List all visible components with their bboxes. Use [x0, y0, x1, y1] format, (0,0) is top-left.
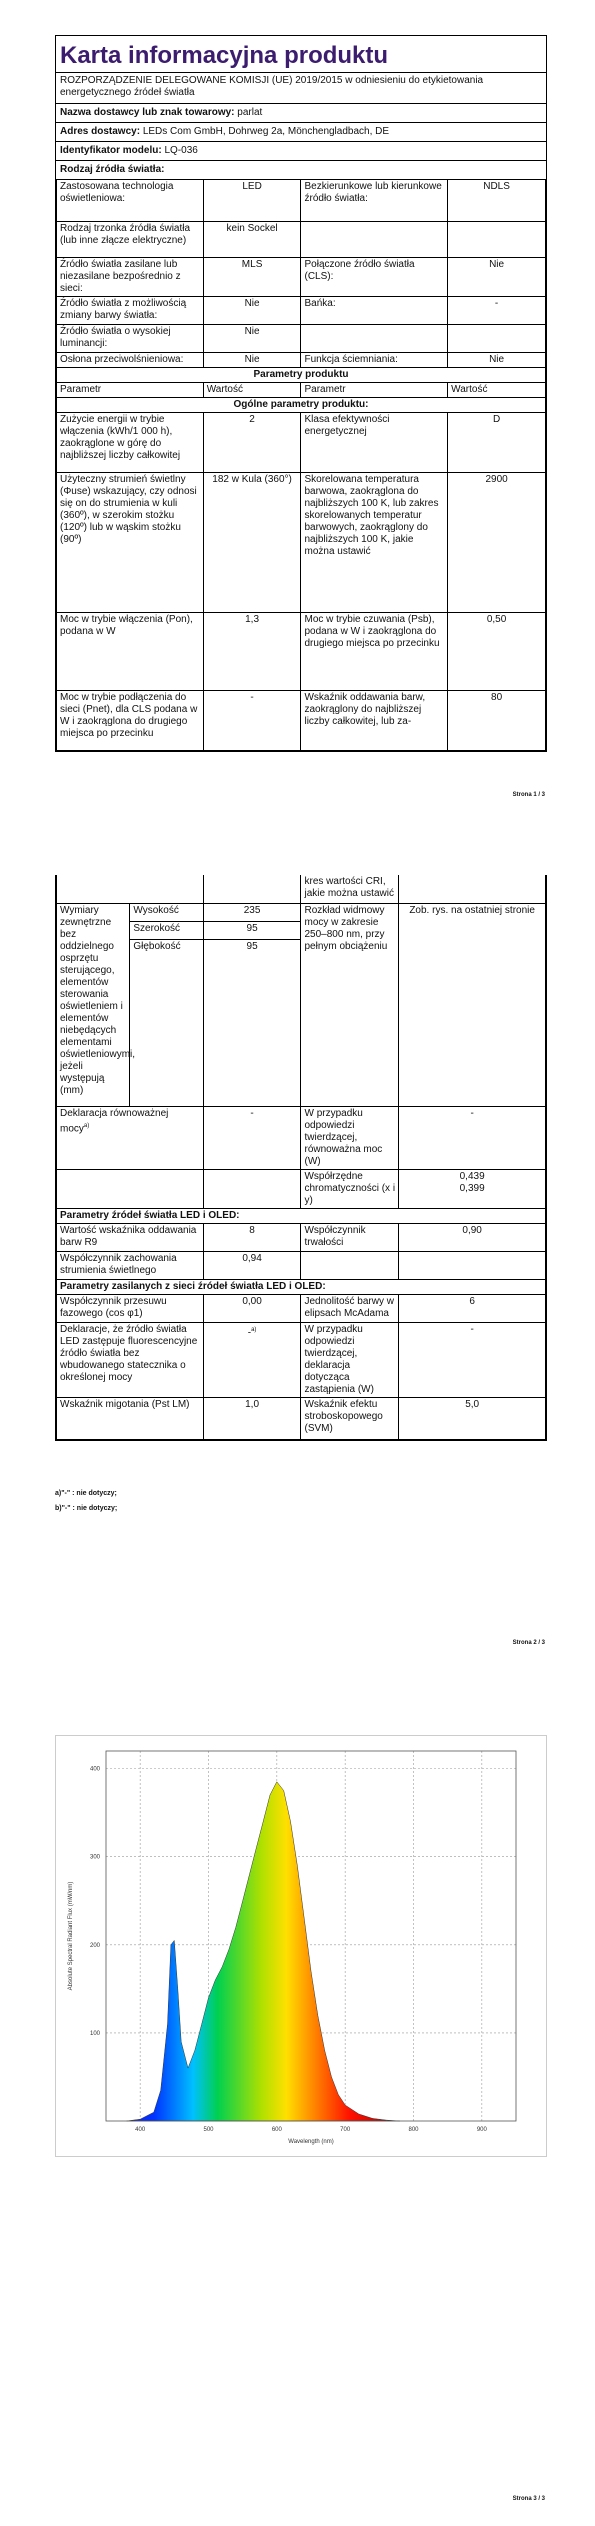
- cell: [203, 1322, 301, 1397]
- cell: Wysokość: [130, 903, 203, 921]
- cell: Nie: [203, 353, 301, 368]
- footnote-a: a)"-" : nie dotyczy;: [55, 1490, 117, 1497]
- cell: Rodzaj trzonka źródła światła (lub inne złącze elektryczne): [57, 222, 204, 258]
- cell: [448, 325, 546, 353]
- table-row: [57, 1279, 546, 1294]
- cell: Źródło światła z możliwością zmiany barwy światła:: [57, 297, 204, 325]
- cell: kein Sockel: [203, 222, 301, 258]
- section-header: Parametry zasilanych z sieci źródeł światła LED i OLED:: [57, 1279, 546, 1294]
- x-tick-label: 900: [476, 2127, 487, 2133]
- cell: 8: [203, 1223, 301, 1251]
- table-row: [57, 180, 546, 222]
- cell: 0,50: [448, 613, 546, 691]
- page-3: [0, 1700, 595, 2526]
- cell: [301, 1251, 399, 1279]
- cell: [203, 875, 301, 903]
- supplier-value: parlat: [237, 107, 263, 118]
- cell: 95: [203, 940, 301, 1106]
- cell: Wartość wskaźnika oddawania barw R9: [57, 1223, 204, 1251]
- x-tick-label: 500: [203, 2127, 214, 2133]
- y-axis-label: Absolute Spectral Radiant Flux (mW/nm): [68, 1881, 74, 1991]
- x-tick-label: 400: [135, 2127, 146, 2133]
- table-row: [57, 368, 546, 383]
- table-row: [57, 903, 546, 921]
- cell: NDLS: [448, 180, 546, 222]
- table-row: [57, 473, 546, 613]
- table-row: [57, 1169, 546, 1208]
- table-row: [57, 1223, 546, 1251]
- cell: D: [448, 413, 546, 473]
- cell: [399, 875, 546, 903]
- table-row: [57, 875, 546, 903]
- cell: Źródło światła zasilane lub niezasilane bezpośrednio z sieci:: [57, 258, 204, 297]
- header-cell: Wartość: [448, 383, 546, 398]
- model-value: LQ-036: [164, 145, 198, 156]
- spectrum-svg: [56, 1736, 546, 2156]
- table-row: [57, 258, 546, 297]
- model-label: Identyfikator modelu:: [60, 145, 162, 156]
- table-row: [57, 353, 546, 368]
- page-1: [0, 0, 595, 850]
- cell: -: [399, 1322, 546, 1397]
- header-cell: Parametr: [57, 383, 204, 398]
- page-number: Strona 1 / 3: [512, 792, 545, 798]
- cell: Bezkierunkowe lub kierunkowe źródło światła:: [301, 180, 448, 222]
- cell: Nie: [448, 258, 546, 297]
- table-row: [57, 1251, 546, 1279]
- cell: Moc w trybie podłączenia do sieci (Pnet), dla CLS podana w W i zaokrąglona do drugiego miejsca po przecinku: [57, 691, 204, 751]
- cell: Klasa efektywności energetycznej: [301, 413, 448, 473]
- cell: Nie: [203, 297, 301, 325]
- cell: 6: [399, 1294, 546, 1322]
- table-row: [57, 691, 546, 751]
- cell: -: [203, 691, 301, 751]
- cell: -: [448, 297, 546, 325]
- cell: Skorelowana temperatura barwowa, zaokrąglona do najbliższych 100 K, lub zakres skorelowanych temperatur barwowych, zaokrąglony do najbliższych 100 K, jakie można ustawić: [301, 473, 448, 613]
- cell: 0,94: [203, 1251, 301, 1279]
- cell: Zob. rys. na ostatniej stronie: [399, 903, 546, 1106]
- footnote-mark: a): [83, 1122, 90, 1129]
- source-table: [56, 179, 546, 751]
- cell: Funkcja ściemniania:: [301, 353, 448, 368]
- page-number: Strona 2 / 3: [512, 1640, 545, 1646]
- cell: -: [399, 1106, 546, 1169]
- cell: Moc w trybie włączenia (Pon), podana w W: [57, 613, 204, 691]
- x-tick-label: 700: [340, 2127, 351, 2133]
- cell: [301, 325, 448, 353]
- address-row: [56, 122, 546, 141]
- y-tick-label: 300: [89, 1854, 100, 1861]
- cell: Bańka:: [301, 297, 448, 325]
- table-row: [57, 1106, 546, 1169]
- x-axis-label: Wavelength (nm): [288, 2139, 334, 2145]
- spectrum-chart: [55, 1735, 547, 2157]
- cell: 1,0: [203, 1397, 301, 1439]
- cell: Zużycie energii w trybie włączenia (kWh/1 000 h), zaokrąglone w górę do najbliższej liczby całkowitej: [57, 413, 204, 473]
- table-row: [57, 383, 546, 398]
- cell: 2900: [448, 473, 546, 613]
- table-row: [57, 413, 546, 473]
- table-row: [57, 325, 546, 353]
- x-tick-label: 600: [271, 2127, 282, 2133]
- model-row: [56, 141, 546, 160]
- page-title: Karta informacyjna produktu: [56, 36, 546, 73]
- cell: W przypadku odpowiedzi twierdzącej, równoważna moc (W): [301, 1106, 399, 1169]
- cell: Źródło światła o wysokiej luminancji:: [57, 325, 204, 353]
- cell: Współczynnik przesuwu fazowego (cos φ1): [57, 1294, 204, 1322]
- table-row: [57, 613, 546, 691]
- cell: Współczynnik zachowania strumienia świetlnego: [57, 1251, 204, 1279]
- cell: Nie: [203, 325, 301, 353]
- chroma-x: 0,439: [459, 1170, 485, 1182]
- table-row: [57, 297, 546, 325]
- cell: 95: [203, 921, 301, 939]
- table-row: [57, 1322, 546, 1397]
- y-tick-label: 400: [89, 1766, 100, 1773]
- regulation-text: ROZPORZĄDZENIE DELEGOWANE KOMISJI (UE) 2019/2015 w odniesieniu do etykietowania energetycznego źródeł światła: [60, 75, 484, 98]
- cell: 1,3: [203, 613, 301, 691]
- cell: [399, 1251, 546, 1279]
- cell: 0,00: [203, 1294, 301, 1322]
- cell: Wskaźnik efektu stroboskopowego (SVM): [301, 1397, 399, 1439]
- y-tick-label: 100: [89, 2030, 100, 2037]
- cell: Szerokość: [130, 921, 203, 939]
- cell: Deklaracje, że źródło światła LED zastępuje fluorescencyjne źródło światła bez wbudowanego statecznika o określonej mocy: [57, 1322, 204, 1397]
- params-table: [56, 875, 546, 1440]
- dimensions-label: Wymiary zewnętrzne bez oddzielnego osprzętu sterującego, elementów sterowania oświetleniem i elementów niebędących elementami oświetleniowymi, jeżeli występują (mm): [57, 903, 130, 1106]
- cell: Głębokość: [130, 940, 203, 1106]
- cell: [203, 1169, 301, 1208]
- cell: 0,90: [399, 1223, 546, 1251]
- address-value: LEDs Com GmbH, Dohrweg 2a, Mönchengladbach, DE: [142, 126, 390, 137]
- spectrum-area: [127, 1782, 400, 2121]
- cell: Osłona przeciwolśnieniowa:: [57, 353, 204, 368]
- cell: Zastosowana technologia oświetleniowa:: [57, 180, 204, 222]
- header-cell: Wartość: [203, 383, 301, 398]
- table-row: [57, 1397, 546, 1439]
- supplier-row: [56, 103, 546, 122]
- product-sheet: [55, 35, 547, 752]
- cell: Współczynnik trwałości: [301, 1223, 399, 1251]
- replace-value: -: [247, 1326, 252, 1338]
- x-tick-label: 800: [408, 2127, 419, 2133]
- eq-power-label: Deklaracja równoważnej mocy: [60, 1107, 169, 1134]
- section-header: Parametry produktu: [57, 368, 546, 383]
- product-sheet-continued: [55, 875, 547, 1441]
- cell: -: [203, 1106, 301, 1169]
- cell: 235: [203, 903, 301, 921]
- address-label: Adres dostawcy:: [60, 126, 141, 137]
- section-header: Parametry źródeł światła LED i OLED:: [57, 1208, 546, 1223]
- section-header: Ogólne parametry produktu:: [57, 398, 546, 413]
- footnote-mark: a): [251, 1326, 257, 1333]
- supplier-label: Nazwa dostawcy lub znak towarowy:: [60, 107, 235, 118]
- cell: LED: [203, 180, 301, 222]
- cell: Moc w trybie czuwania (Psb), podana w W i zaokrąglona do drugiego miejsca po przecinku: [301, 613, 448, 691]
- table-row: [57, 1208, 546, 1223]
- cell: [301, 222, 448, 258]
- y-tick-label: 200: [89, 1942, 100, 1949]
- cell: 182 w Kula (360°): [203, 473, 301, 613]
- table-row: [57, 398, 546, 413]
- cell: 80: [448, 691, 546, 751]
- footnote-b: b)"-" : nie dotyczy;: [55, 1505, 118, 1512]
- table-row: [57, 222, 546, 258]
- cell: [399, 1169, 546, 1208]
- cell: kres wartości CRI, jakie można ustawić: [301, 875, 399, 903]
- cell: MLS: [203, 258, 301, 297]
- source-type-row: Rodzaj źródła światła:: [56, 160, 546, 179]
- cell: Użyteczny strumień świetlny (Φuse) wskazujący, czy odnosi się on do strumienia w kuli (360º), w szerokim stożku (120º) lub w wąskim stożku (90º): [57, 473, 204, 613]
- cell: 2: [203, 413, 301, 473]
- cell: Nie: [448, 353, 546, 368]
- cell: Połączone źródło światła (CLS):: [301, 258, 448, 297]
- cell: [57, 1169, 204, 1208]
- page-number: Strona 3 / 3: [512, 2496, 545, 2502]
- table-row: [57, 1294, 546, 1322]
- cell: Współrzędne chromatyczności (x i y): [301, 1169, 399, 1208]
- cell: Wskaźnik oddawania barw, zaokrąglony do najbliższej liczby całkowitej, lub za-: [301, 691, 448, 751]
- cell: [57, 875, 204, 903]
- chroma-y: 0,399: [459, 1182, 485, 1194]
- cell: Jednolitość barwy w elipsach McAdama: [301, 1294, 399, 1322]
- cell: [57, 1106, 204, 1169]
- page-2: [0, 850, 595, 1700]
- cell: Wskaźnik migotania (Pst LM): [57, 1397, 204, 1439]
- cell: Rozkład widmowy mocy w zakresie 250–800 nm, przy pełnym obciążeniu: [301, 903, 399, 1106]
- cell: [448, 222, 546, 258]
- cell: W przypadku odpowiedzi twierdzącej, deklaracja dotycząca zastąpienia (W): [301, 1322, 399, 1397]
- header-cell: Parametr: [301, 383, 448, 398]
- cell: 5,0: [399, 1397, 546, 1439]
